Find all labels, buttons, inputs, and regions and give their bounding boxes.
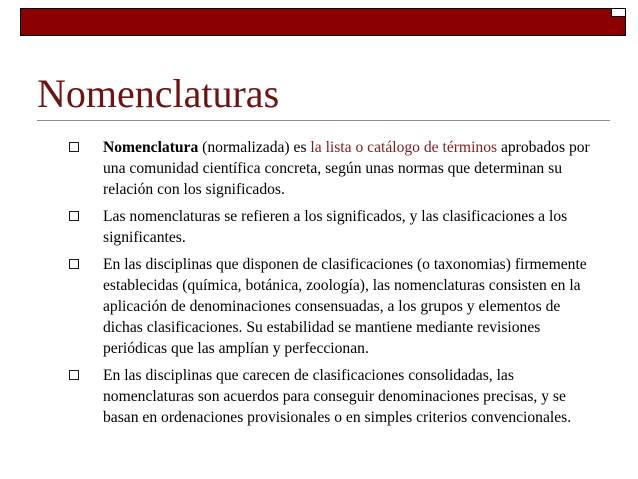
bullet-list: [0, 137, 638, 434]
term-nomenclatura: Nomenclatura: [103, 139, 199, 156]
bullet-text: Las nomenclaturas se refieren a los significados, y las clasificaciones a los significantes.: [103, 208, 568, 246]
highlighted-definition: la lista o catálogo de términos: [310, 139, 498, 156]
title-divider: [37, 120, 610, 121]
bullet-item-taxonomias: [0, 254, 603, 359]
hollow-square-bullet-icon: [69, 211, 79, 221]
bullet-text-part: aprobados por una comunidad científica concreta, según unas normas que determinan su relación con los significados.: [103, 139, 590, 198]
bullet-item-nomenclatura: [0, 137, 603, 200]
hollow-square-bullet-icon: [69, 370, 79, 380]
bullet-text-part: (normalizada) es: [198, 139, 311, 156]
hollow-square-bullet-icon: [69, 259, 79, 269]
slide-title: Nomenclaturas: [37, 71, 280, 116]
bullet-item-significados: [0, 206, 603, 248]
slide-header-bar: [20, 8, 626, 36]
hollow-square-bullet-icon: [69, 142, 79, 152]
bullet-text: En las disciplinas que carecen de clasificaciones consolidadas, las nomenclaturas son acuerdos para conseguir denominaciones precisas, y se basan en ordenaciones provisionales o en simples criterios convencionales.: [103, 367, 572, 426]
bullet-text: En las disciplinas que disponen de clasificaciones (o taxonomias) firmemente establecidas (química, botánica, zoología), las nomenclaturas consisten en la aplicación de denominaciones consensuadas, a los grupos y elementos de dichas clasificaciones. Su estabilidad se mantiene mediante revisiones periódicas que las amplían y perfeccionan.: [103, 256, 587, 357]
header-corner-box: [611, 9, 625, 17]
bullet-item-consolidadas: [0, 365, 603, 428]
